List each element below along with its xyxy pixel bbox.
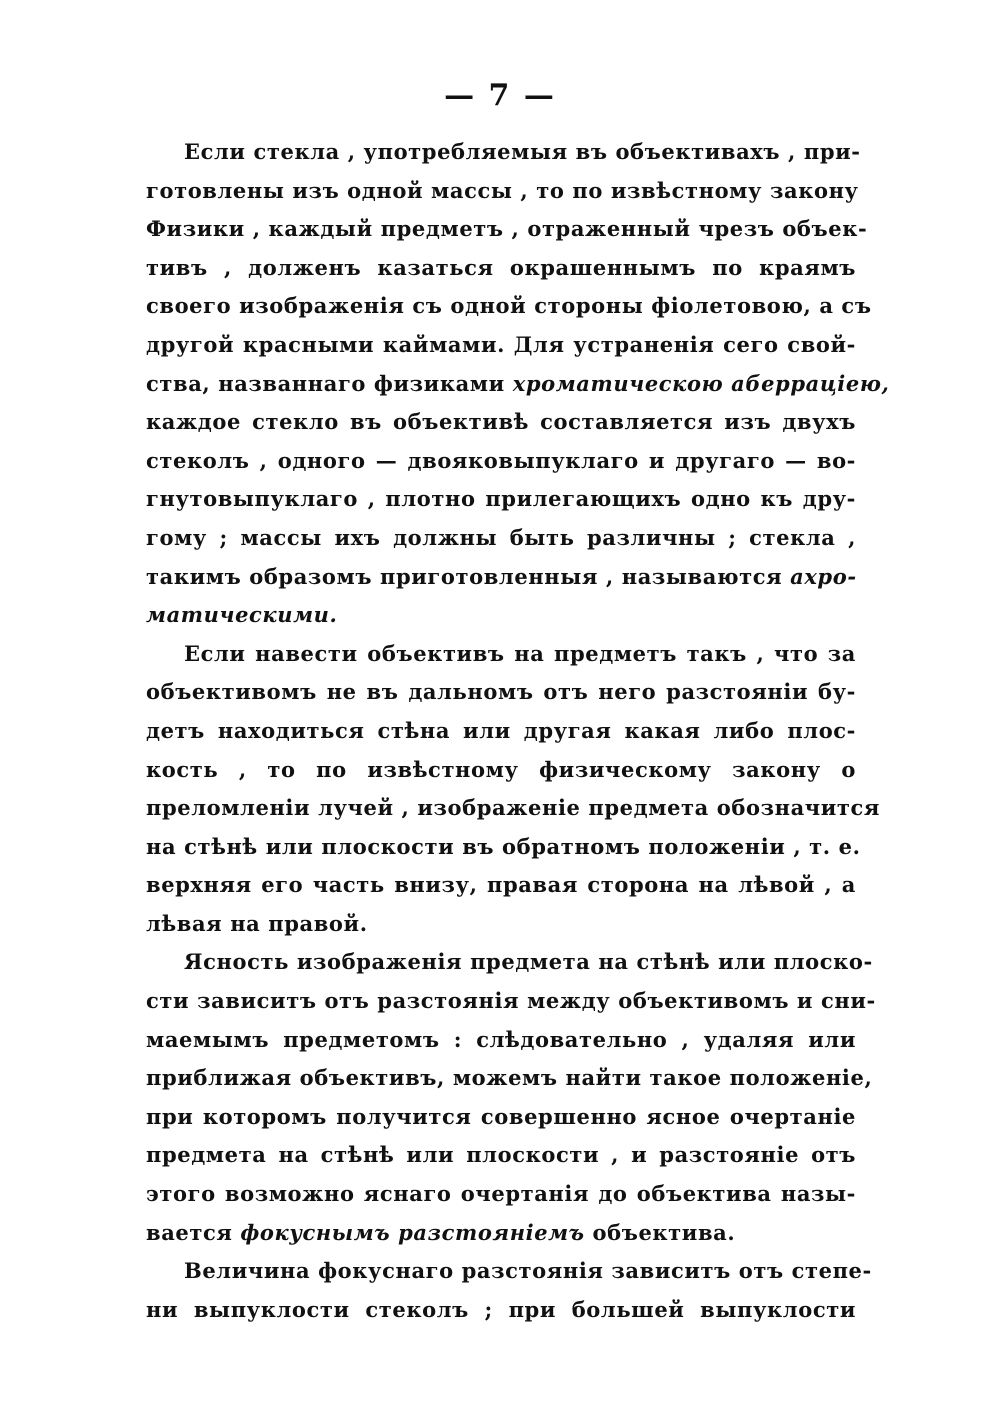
page-body [146,133,890,1329]
italic-term: матическими. [146,602,338,628]
text-line: каждое стекло въ объективѣ составляется изъ двухъ [146,409,856,435]
text-line: Ясность изображенія предмета на стѣнѣ или плоско- [184,949,873,975]
text-line: кость , то по извѣстному физическому закону о [146,756,856,782]
italic-term: фокуснымъ разстояніемъ [240,1219,585,1245]
paragraph-1 [146,133,890,635]
text-line: своего изображенія съ одной стороны фіолетовою, а съ [146,293,872,319]
text-line: тивъ , долженъ казаться окрашеннымъ по краямъ [146,254,856,280]
text-line: предмета на стѣнѣ или плоскости , и разстояніе отъ [146,1142,856,1168]
paragraph-2 [146,635,881,944]
text-segment: вается [146,1219,241,1245]
text-segment: такимъ образомъ приготовленныя , называются [146,563,791,589]
text-line: ни выпуклости стеколъ ; при большей выпуклости [146,1296,856,1322]
text-line: верхняя его часть внизу, правая сторона на лѣвой , а [146,872,856,898]
text-line: готовлены изъ одной массы , то по извѣстному закону [146,177,859,203]
text-line: другой красными каймами. Для устраненія сего свой- [146,331,856,357]
text-line: Величина фокуснаго разстоянія зависитъ отъ степе- [184,1258,872,1284]
text-line: Если навести объективъ на предметъ такъ , что за [184,640,856,666]
text-line: сти зависитъ отъ разстоянія между объективомъ и сни- [146,988,876,1014]
text-line [146,1214,856,1253]
paragraph-4 [146,1252,872,1329]
text-line: стеколъ , одного — двояковыпуклаго и другаго — во- [146,447,856,473]
text-line: объективомъ не въ дальномъ отъ него разстояніи бу- [146,679,856,705]
text-line: этого возможно яснаго очертанія до объектива назы- [146,1181,856,1207]
text-line: гнутовыпуклаго , плотно прилегающихъ одно къ дру- [146,486,856,512]
text-line [146,596,856,635]
paragraph-3 [146,943,876,1252]
text-line: лѣвая на правой. [146,910,368,936]
text-line: преломленіи лучей , изображеніе предмета обозначится [146,795,881,821]
text-segment: ства, названнаго физиками [146,370,513,396]
italic-term: хроматическою аберраціею, [512,370,890,396]
text-line [146,365,890,404]
text-line [146,558,856,597]
text-line: гому ; массы ихъ должны быть различны ; стекла , [146,524,856,550]
text-line: приближая объективъ, можемъ найти такое положеніе, [146,1065,873,1091]
text-line: маемымъ предметомъ : слѣдовательно , удаляя или [146,1026,856,1052]
page-number: — 7 — [444,78,556,113]
text-line: детъ находиться стѣна или другая какая либо плос- [146,717,856,743]
text-segment: объектива. [584,1219,736,1245]
text-line: Если стекла , употребляемыя въ объективахъ , при- [184,139,861,164]
italic-term: ахро- [790,563,857,589]
text-line: на стѣнѣ или плоскости въ обратномъ положеніи , т. е. [146,833,861,859]
text-line: Физики , каждый предметъ , отраженный чрезъ объек- [146,216,868,242]
text-line: при которомъ получится совершенно ясное очертаніе [146,1103,856,1129]
